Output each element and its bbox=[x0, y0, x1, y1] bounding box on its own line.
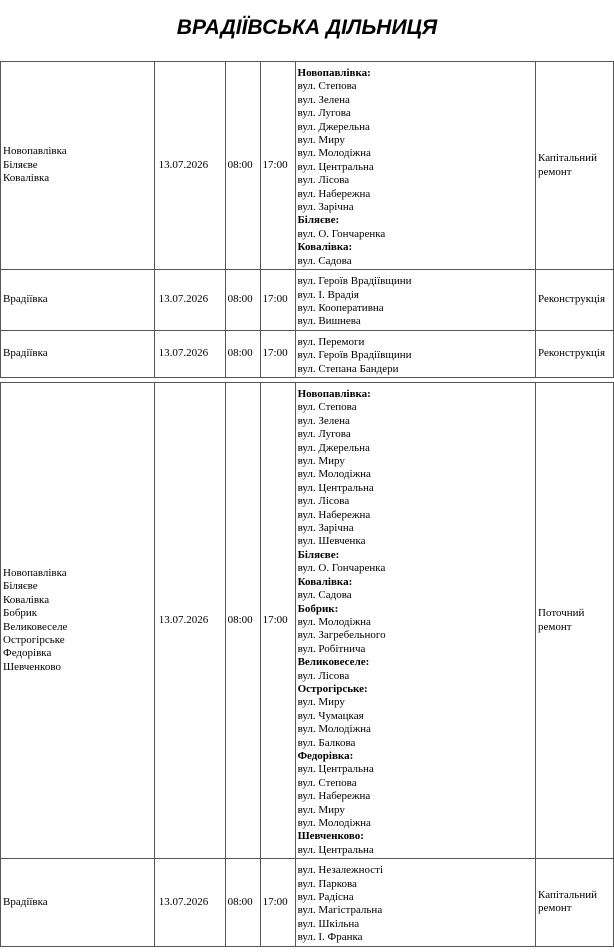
villages-cell bbox=[1, 62, 155, 270]
street-name: вул. Кооперативна bbox=[297, 301, 384, 314]
table-row bbox=[1, 330, 614, 377]
addresses-cell bbox=[295, 383, 535, 859]
street-name: вул. Степана Бандери bbox=[297, 362, 399, 375]
street-name: вул. Загребельного bbox=[297, 629, 386, 642]
street-name: вул. Джерельна bbox=[297, 441, 370, 454]
date-cell bbox=[154, 859, 225, 946]
villages-cell bbox=[1, 859, 155, 946]
reason-cell bbox=[536, 62, 614, 270]
date-value: 13.07.2026 bbox=[158, 613, 209, 626]
locality-heading: Ковалівка: bbox=[297, 575, 353, 588]
village-name: Федорівка bbox=[3, 647, 52, 660]
end-time-cell bbox=[260, 383, 295, 859]
street-name: вул. Шкільна bbox=[297, 917, 360, 930]
locality-heading: Великовеселе: bbox=[297, 656, 370, 669]
street-name: вул. Центральна bbox=[297, 843, 374, 856]
village-name: Острогірське bbox=[3, 634, 65, 647]
locality-heading: Острогірське: bbox=[297, 682, 368, 695]
start-time-cell bbox=[225, 383, 260, 859]
street-name: вул. Героїв Врадіївщини bbox=[297, 349, 412, 362]
street-name: вул. Незалежності bbox=[297, 864, 384, 877]
village-name: Ковалівка bbox=[3, 593, 50, 606]
street-name: вул. Молодіжна bbox=[297, 468, 371, 481]
street-name: вул. Лісова bbox=[297, 495, 350, 508]
street-name: вул. Молодіжна bbox=[297, 615, 371, 628]
locality-heading: Новопавлівка: bbox=[297, 388, 371, 400]
locality-heading: Шевченково: bbox=[297, 830, 364, 843]
locality-heading: Біляєве: bbox=[297, 214, 340, 227]
table-body bbox=[1, 383, 614, 947]
street-name: вул. Робітнича bbox=[297, 642, 366, 655]
date-cell bbox=[154, 383, 225, 859]
reason-text: Реконструкція bbox=[538, 293, 606, 306]
street-name: вул. Зарічна bbox=[297, 522, 354, 535]
end-time-cell bbox=[260, 270, 295, 331]
street-name: вул. Шевченка bbox=[297, 535, 366, 548]
start-time: 08:00 bbox=[227, 613, 253, 626]
street-name: вул. Набережна bbox=[297, 790, 371, 803]
end-time: 17:00 bbox=[262, 347, 288, 360]
start-time-cell bbox=[225, 859, 260, 946]
street-name: вул. Героїв Врадіївщини bbox=[297, 275, 412, 288]
street-name: вул. Паркова bbox=[297, 877, 357, 890]
street-name: вул. Садова bbox=[297, 254, 352, 267]
addresses-cell bbox=[295, 62, 535, 270]
end-time: 17:00 bbox=[262, 293, 288, 306]
street-name: вул. Степова bbox=[297, 401, 357, 414]
street-name: вул. Молодіжна bbox=[297, 817, 371, 829]
street-name: вул. Лугова bbox=[297, 428, 351, 441]
date-value: 13.07.2026 bbox=[158, 895, 209, 908]
table-row bbox=[1, 383, 614, 859]
end-time-cell bbox=[260, 62, 295, 270]
village-name: Врадіївка bbox=[3, 347, 48, 360]
street-name: вул. Джерельна bbox=[297, 120, 370, 133]
end-time: 17:00 bbox=[262, 895, 288, 908]
street-name: вул. І. Врадія bbox=[297, 288, 359, 301]
locality-heading: Новопавлівка: bbox=[297, 67, 371, 79]
start-time: 08:00 bbox=[227, 158, 253, 171]
end-time-cell bbox=[260, 330, 295, 377]
village-name: Ковалівка bbox=[3, 172, 50, 185]
villages-cell bbox=[1, 330, 155, 377]
locality-heading: Федорівка: bbox=[297, 749, 354, 762]
outage-table-bottom bbox=[0, 382, 614, 947]
village-name: Біляєве bbox=[3, 580, 38, 593]
street-name: вул. Миру bbox=[297, 455, 345, 468]
addresses-cell bbox=[295, 270, 535, 331]
date-value: 13.07.2026 bbox=[158, 347, 209, 360]
street-name: вул. Радісна bbox=[297, 891, 354, 904]
street-name: вул. Молодіжна bbox=[297, 723, 371, 736]
street-name: вул. Чумацкая bbox=[297, 709, 364, 722]
reason-text: ремонт bbox=[538, 620, 572, 633]
street-name: вул. Зелена bbox=[297, 93, 350, 106]
end-time-cell bbox=[260, 859, 295, 946]
table-body bbox=[1, 62, 614, 378]
village-name: Бобрик bbox=[3, 607, 38, 620]
villages-cell bbox=[1, 383, 155, 859]
end-time: 17:00 bbox=[262, 158, 288, 171]
street-name: вул. О. Гончаренка bbox=[297, 227, 386, 240]
street-name: вул. Балкова bbox=[297, 736, 356, 749]
village-name: Врадіївка bbox=[3, 293, 48, 306]
table-row bbox=[1, 270, 614, 331]
village-name: Біляєве bbox=[3, 158, 38, 171]
street-name: вул. Зарічна bbox=[297, 201, 354, 214]
reason-cell bbox=[536, 859, 614, 946]
village-name: Врадіївка bbox=[3, 895, 48, 908]
street-name: вул. Лугова bbox=[297, 107, 351, 120]
reason-text: Капітальний bbox=[538, 889, 597, 902]
street-name: вул. Центральна bbox=[297, 763, 374, 776]
street-name: вул. Миру bbox=[297, 803, 345, 816]
street-name: вул. Лісова bbox=[297, 669, 350, 682]
reason-cell bbox=[536, 330, 614, 377]
street-name: вул. Молодіжна bbox=[297, 147, 371, 160]
reason-text: ремонт bbox=[538, 165, 572, 178]
addresses-cell bbox=[295, 330, 535, 377]
date-value: 13.07.2026 bbox=[158, 158, 209, 171]
street-name: вул. Миру bbox=[297, 696, 345, 709]
start-time: 08:00 bbox=[227, 895, 253, 908]
table-row bbox=[1, 62, 614, 270]
table-row bbox=[1, 859, 614, 946]
street-name: вул. Лісова bbox=[297, 174, 350, 187]
street-name: вул. Степова bbox=[297, 80, 357, 93]
reason-text: Реконструкція bbox=[538, 347, 606, 360]
street-name: вул. Садова bbox=[297, 589, 352, 602]
page-title: ВРАДІЇВСЬКА ДІЛЬНИЦЯ bbox=[176, 16, 438, 39]
street-name: вул. Миру bbox=[297, 134, 345, 147]
locality-heading: Ковалівка: bbox=[297, 241, 353, 254]
street-name: вул. Центральна bbox=[297, 481, 374, 494]
street-name: вул. Магістральна bbox=[297, 904, 383, 917]
village-name: Шевченково bbox=[3, 660, 61, 673]
reason-text: ремонт bbox=[538, 902, 572, 915]
street-name: вул. Степова bbox=[297, 776, 357, 789]
reason-text: Капітальний bbox=[538, 152, 597, 165]
locality-heading: Бобрик: bbox=[297, 602, 339, 615]
date-cell bbox=[154, 330, 225, 377]
street-name: вул. Перемоги bbox=[297, 335, 365, 348]
street-name: вул. Набережна bbox=[297, 187, 371, 200]
locality-heading: Біляєве: bbox=[297, 548, 340, 561]
date-cell bbox=[154, 270, 225, 331]
date-cell bbox=[154, 62, 225, 270]
outage-table-top bbox=[0, 61, 614, 378]
street-name: вул. І. Франка bbox=[297, 931, 363, 944]
street-name: вул. Вишнева bbox=[297, 315, 361, 328]
reason-cell bbox=[536, 383, 614, 859]
date-value: 13.07.2026 bbox=[158, 293, 209, 306]
start-time-cell bbox=[225, 330, 260, 377]
end-time: 17:00 bbox=[262, 613, 288, 626]
street-name: вул. Зелена bbox=[297, 414, 350, 427]
street-name: вул. Набережна bbox=[297, 508, 371, 521]
start-time-cell bbox=[225, 62, 260, 270]
start-time: 08:00 bbox=[227, 293, 253, 306]
reason-text: Поточний bbox=[538, 607, 585, 620]
villages-cell bbox=[1, 270, 155, 331]
village-name: Новопавлівка bbox=[3, 145, 67, 158]
street-name: вул. О. Гончаренка bbox=[297, 562, 386, 575]
start-time: 08:00 bbox=[227, 347, 253, 360]
village-name: Новопавлівка bbox=[3, 566, 67, 579]
addresses-cell bbox=[295, 859, 535, 946]
reason-cell bbox=[536, 270, 614, 331]
street-name: вул. Центральна bbox=[297, 160, 374, 173]
start-time-cell bbox=[225, 270, 260, 331]
village-name: Великовеселе bbox=[3, 620, 68, 633]
